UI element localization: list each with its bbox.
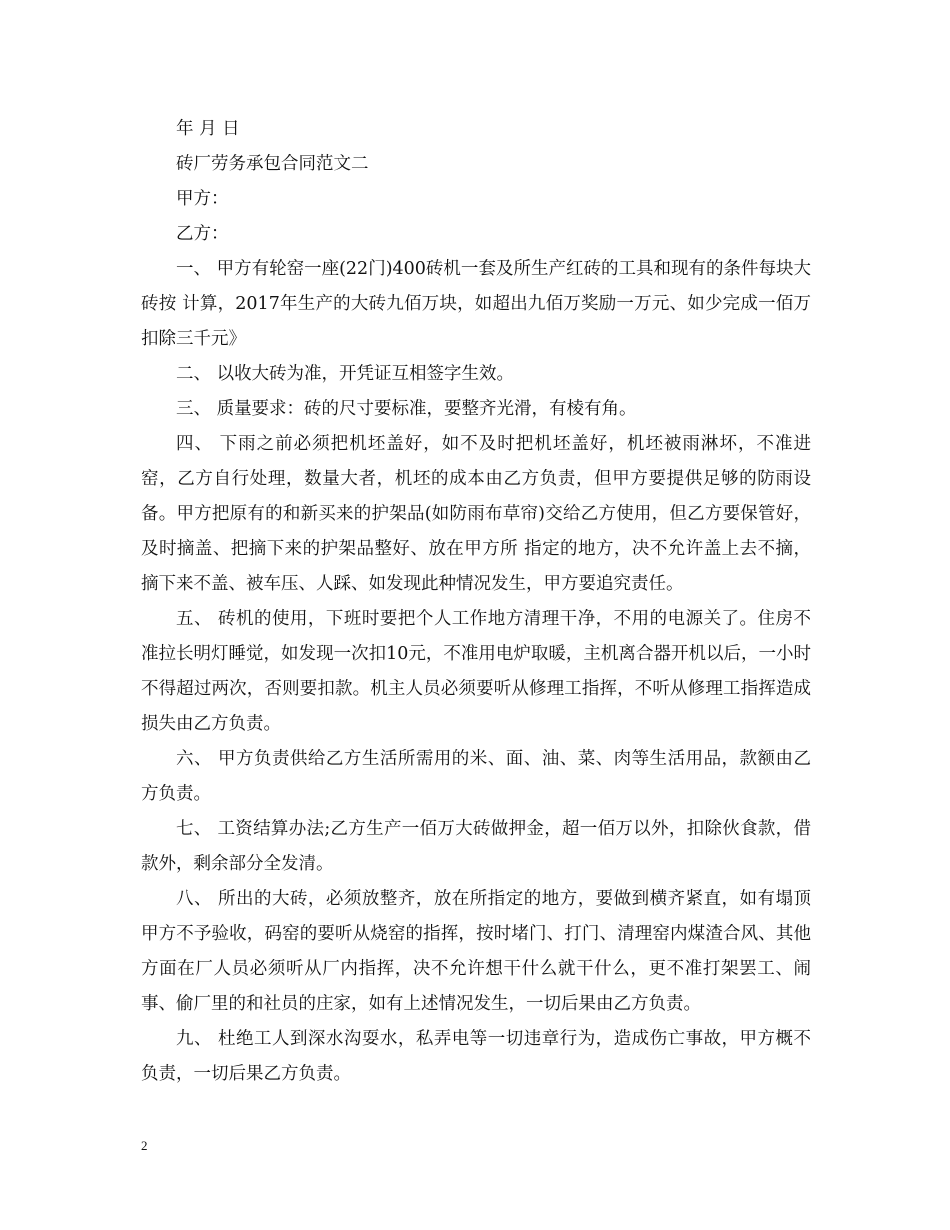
page-number: 2	[141, 1138, 148, 1153]
clause-1: 一、 甲方有轮窑一座(22门)400砖机一套及所生产红砖的工具和现有的条件每块大砖按 计算，2017年生产的大砖九佰万块，如超出九佰万奖励一万元、如少完成一佰万扣除三千元》	[141, 259, 811, 349]
clause-3: 三、 质量要求：砖的尺寸要标准，要整齐光滑，有棱有角。	[176, 399, 637, 419]
party-a-label: 甲方：	[176, 189, 229, 209]
clause-4: 四、 下雨之前必须把机坯盖好，如不及时把机坯盖好，机坯被雨淋坏，不准进窑，乙方自行处理，数量大者，机坯的成本由乙方负责，但甲方要提供足够的防雨设备。甲方把原有的和新买来的护架品(如防雨布草帘)交给乙方使用，但乙方要保管好，及时摘盖、把摘下来的护架品整好、放在甲方所 指定的地方，决不允许盖上去不摘，摘下来不盖、被车压、人踩、如发现此种情况发生，甲方要追究责任。	[141, 434, 811, 594]
clause-7: 七、 工资结算办法;乙方生产一佰万大砖做押金，超一佰万以外，扣除伙食款，借款外，剩余部分全发清。	[141, 819, 811, 874]
clause-5: 五、 砖机的使用，下班时要把个人工作地方清理干净，不用的电源关了。住房不准拉长明灯睡觉，如发现一次扣10元，不准用电炉取暖，主机离合器开机以后，一小时不得超过两次，否则要扣款。机主人员必须要听从修理工指挥，不听从修理工指挥造成损失由乙方负责。	[141, 609, 811, 734]
document-body	[141, 112, 811, 1092]
party-b-label: 乙方：	[176, 224, 229, 244]
clause-6: 六、 甲方负责供给乙方生活所需用的米、面、油、菜、肉等生活用品，款额由乙方负责。	[141, 749, 811, 804]
clause-8: 八、 所出的大砖，必须放整齐，放在所指定的地方，要做到横齐紧直，如有塌顶甲方不予验收，码窑的要听从烧窑的指挥，按时堵门、打门、清理窑内煤渣合风、其他方面在厂人员必须听从厂内指挥，决不允许想干什么就干什么，更不准打架罢工、闹事、偷厂里的和社员的庄家，如有上述情况发生，一切后果由乙方负责。	[141, 889, 811, 1014]
clause-9: 九、 杜绝工人到深水沟耍水，私弄电等一切违章行为，造成伤亡事故，甲方概不负责，一切后果乙方负责。	[141, 1029, 811, 1084]
document-title: 砖厂劳务承包合同范文二	[176, 154, 369, 174]
date-line: 年 月 日	[176, 119, 240, 139]
clause-2: 二、 以收大砖为准，开凭证互相签字生效。	[176, 364, 515, 384]
